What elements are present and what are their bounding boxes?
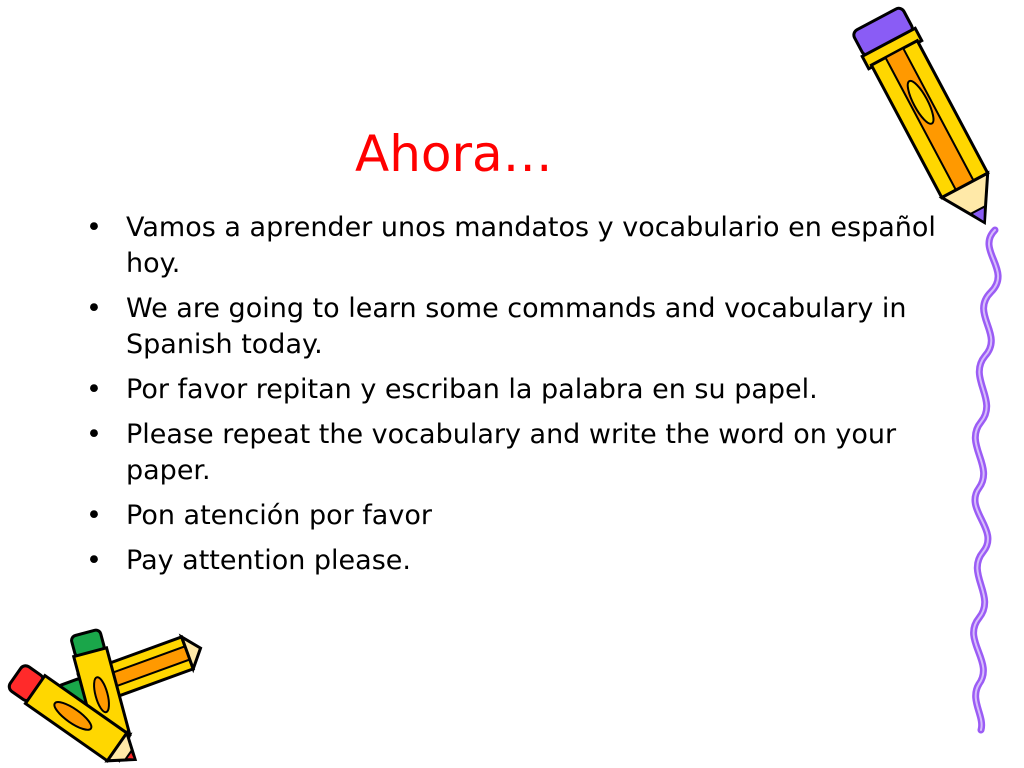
bullet-item: • We are going to learn some commands and vocabulary in Spanish today. [86,291,946,363]
bullet-item: • Por favor repitan y escriban la palabra en su papel. [86,372,946,408]
purple-squiggle-line [955,230,1024,730]
bullet-item: • Vamos a aprender unos mandatos y vocabulario en español hoy. [86,210,946,282]
pencil-clipart-top-right [850,0,1020,250]
bullet-item: • Pon atención por favor [86,498,946,534]
slide-title: Ahora… [355,125,553,183]
pencils-clipart-bottom-left [0,610,210,768]
bullet-item: • Please repeat the vocabulary and write the word on your paper. [86,417,946,489]
bullet-item: • Pay attention please. [86,543,946,579]
bullet-list [86,210,946,588]
